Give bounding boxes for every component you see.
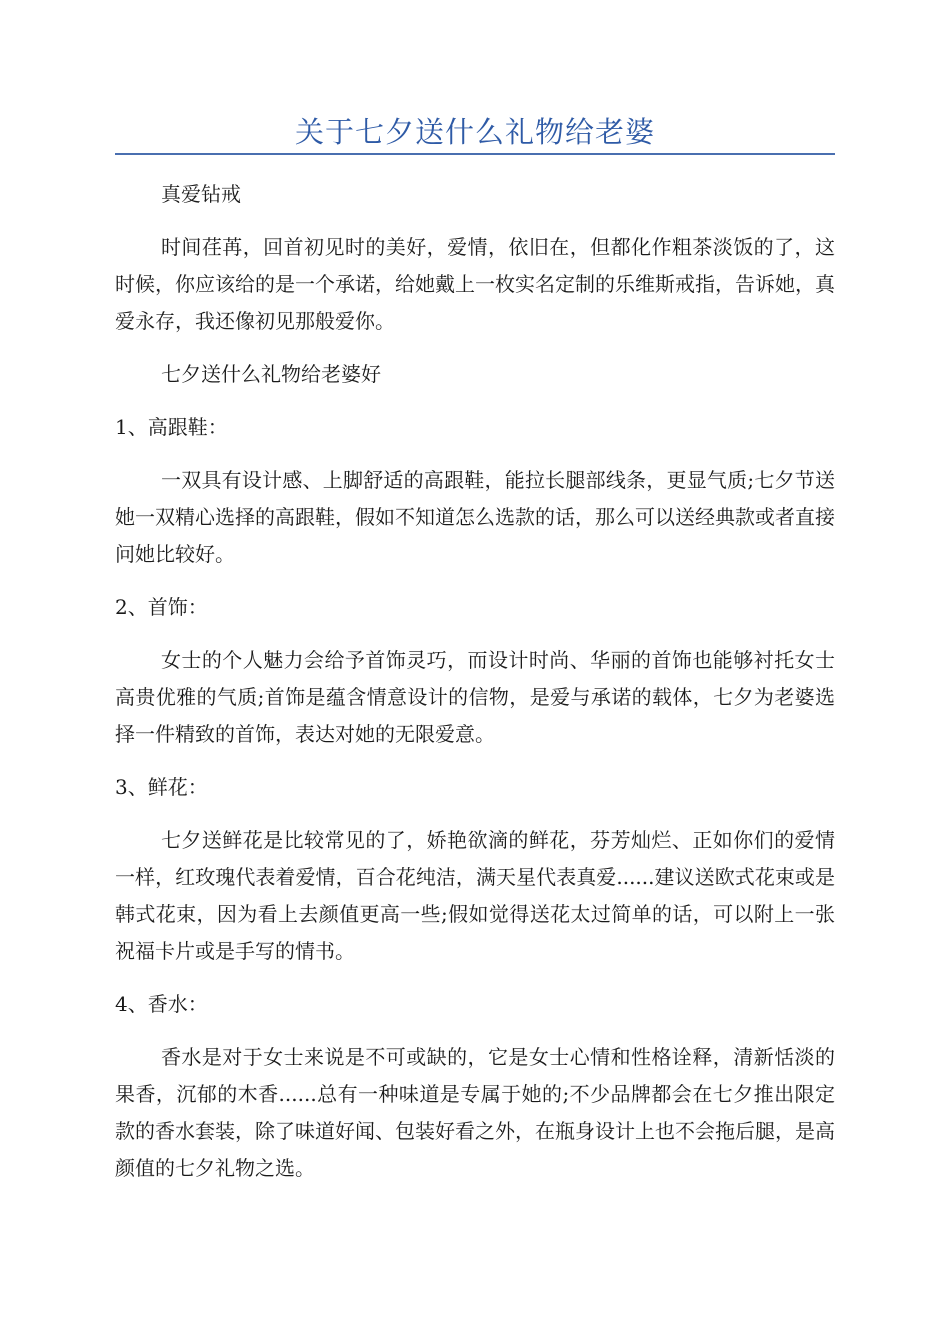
paragraph-jewelry: 女士的个人魅力会给予首饰灵巧，而设计时尚、华丽的首饰也能够衬托女士高贵优雅的气质;首饰是蕴含情意设计的信物，是爱与承诺的载体，七夕为老婆选择一件精致的首饰，表达对她的无限爱意。 xyxy=(115,648,835,746)
list-heading-high-heels: 1、高跟鞋： xyxy=(115,415,228,439)
section-heading-diamond-ring: 真爱钻戒 xyxy=(161,182,241,206)
section-heading-gift-ideas: 七夕送什么礼物给老婆好 xyxy=(161,362,381,386)
document-title: 关于七夕送什么礼物给老婆 xyxy=(294,115,655,149)
list-heading-jewelry: 2、首饰： xyxy=(115,595,208,619)
paragraph-diamond-ring: 时间荏苒，回首初见时的美好，爱情，依旧在，但都化作粗茶淡饭的了，这时候，你应该给的是一个承诺，给她戴上一枚实名定制的乐维斯戒指，告诉她，真爱永存，我还像初见那般爱你。 xyxy=(115,235,835,333)
list-heading-perfume: 4、香水： xyxy=(115,992,208,1016)
title-underline xyxy=(115,153,835,155)
paragraph-flowers: 七夕送鲜花是比较常见的了，娇艳欲滴的鲜花，芬芳灿烂、正如你们的爱情一样，红玫瑰代表着爱情，百合花纯洁，满天星代表真爱......建议送欧式花束或是韩式花束，因为看上去颜值更高一些;假如觉得送花太过简单的话，可以附上一张祝福卡片或是手写的情书。 xyxy=(115,828,835,963)
document-body xyxy=(115,176,835,1203)
paragraph-high-heels: 一双具有设计感、上脚舒适的高跟鞋，能拉长腿部线条，更显气质;七夕节送她一双精心选择的高跟鞋，假如不知道怎么选款的话，那么可以送经典款或者直接问她比较好。 xyxy=(115,468,835,566)
paragraph-perfume: 香水是对于女士来说是不可或缺的，它是女士心情和性格诠释，清新恬淡的果香，沉郁的木香......总有一种味道是专属于她的;不少品牌都会在七夕推出限定款的香水套装，除了味道好闻、包装好看之外，在瓶身设计上也不会拖后腿，是高颜值的七夕礼物之选。 xyxy=(115,1045,835,1180)
list-heading-flowers: 3、鲜花： xyxy=(115,775,208,799)
